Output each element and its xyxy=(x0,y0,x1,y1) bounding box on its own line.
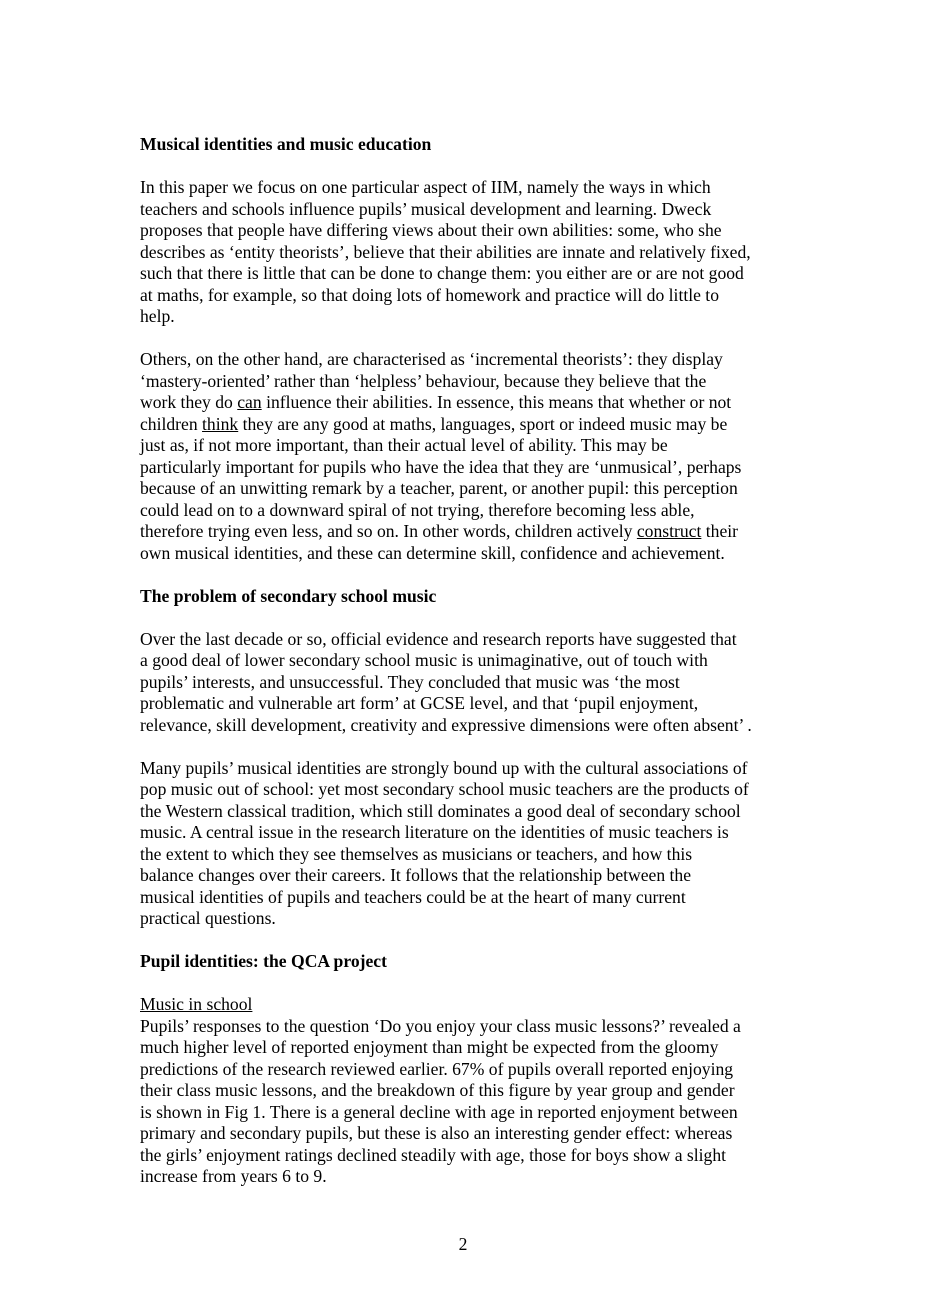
text-line xyxy=(140,457,752,479)
text-segment: help. xyxy=(140,306,175,326)
text-line xyxy=(140,1166,752,1188)
text-segment: predictions of the research reviewed earlier. 67% of pupils overall reported enjoying xyxy=(140,1058,734,1079)
text-line xyxy=(140,887,752,909)
text-line xyxy=(140,693,752,715)
paragraph xyxy=(140,349,752,564)
text-line xyxy=(140,134,752,156)
text-segment: could lead on to a downward spiral of not trying, therefore becoming less able, xyxy=(140,499,695,520)
text-line xyxy=(140,1016,752,1038)
text-segment: they are any good at maths, languages, sport or indeed music may be xyxy=(238,413,728,434)
text-segment: balance changes over their careers. It follows that the relationship between the xyxy=(140,865,692,885)
text-segment: own musical identities, and these can determine skill, confidence and achievement. xyxy=(140,542,725,563)
text-segment: increase from years 6 to 9. xyxy=(140,1166,327,1186)
text-segment: a good deal of lower secondary school music is unimaginative, out of touch with xyxy=(140,650,708,670)
text-segment: just as, if not more important, than their actual level of ability. This may be xyxy=(140,435,668,455)
text-line xyxy=(140,306,752,328)
text-line xyxy=(140,1102,752,1124)
text-segment: practical questions. xyxy=(140,908,276,928)
text-line xyxy=(140,199,752,221)
text-segment: children xyxy=(140,413,203,434)
text-line xyxy=(140,650,752,672)
text-segment: particularly important for pupils who have the idea that they are ‘unmusical’, perhaps xyxy=(140,456,742,477)
text-segment: In this paper we focus on one particular aspect of IIM, namely the ways in which xyxy=(140,177,711,197)
text-line xyxy=(140,801,752,823)
text-line xyxy=(140,715,752,737)
text-line xyxy=(140,908,752,930)
paragraph-spacer xyxy=(140,156,752,178)
text-line xyxy=(140,1037,752,1059)
text-segment: influence their abilities. In essence, this means that whether or not xyxy=(261,392,732,412)
text-line xyxy=(140,371,752,393)
text-line xyxy=(140,1145,752,1167)
text-segment: much higher level of reported enjoyment than might be expected from the gloomy xyxy=(140,1037,719,1057)
paragraph xyxy=(140,758,752,930)
paragraph xyxy=(140,177,752,328)
text-line xyxy=(140,242,752,264)
text-segment: the Western classical tradition, which still dominates a good deal of secondary school xyxy=(140,800,741,821)
text-segment: Musical identities and music education xyxy=(140,134,432,154)
text-line xyxy=(140,586,752,608)
text-line xyxy=(140,779,752,801)
text-line xyxy=(140,263,752,285)
text-line xyxy=(140,994,752,1016)
text-line xyxy=(140,844,752,866)
text-line xyxy=(140,414,752,436)
text-line xyxy=(140,543,752,565)
text-line xyxy=(140,865,752,887)
text-segment: Pupil identities: the QCA project xyxy=(140,951,387,971)
text-line xyxy=(140,1059,752,1081)
text-line xyxy=(140,349,752,371)
text-segment: Pupils’ responses to the question ‘Do you enjoy your class music lessons?’ revealed a xyxy=(140,1015,741,1036)
underlined-text: construct xyxy=(636,521,702,541)
text-segment: teachers and schools influence pupils’ musical development and learning. Dweck xyxy=(140,198,712,219)
text-line xyxy=(140,1123,752,1145)
paragraph xyxy=(140,629,752,737)
text-line xyxy=(140,951,752,973)
text-line xyxy=(140,521,752,543)
underlined-text: Music in school xyxy=(140,994,253,1014)
text-segment: because of an unwitting remark by a teacher, parent, or another pupil: this perception xyxy=(140,478,738,498)
paragraph xyxy=(140,994,752,1188)
text-segment: at maths, for example, so that doing lots of homework and practice will do little to xyxy=(140,284,719,305)
text-line xyxy=(140,672,752,694)
paragraph-spacer xyxy=(140,328,752,350)
underlined-text: can xyxy=(237,392,262,412)
text-segment: musical identities of pupils and teachers could be at the heart of many current xyxy=(140,886,686,907)
text-segment: Many pupils’ musical identities are strongly bound up with the cultural associations of xyxy=(140,757,748,778)
paragraph-spacer xyxy=(140,973,752,995)
text-segment: therefore trying even less, and so on. In other words, children actively xyxy=(140,521,637,541)
text-line xyxy=(140,285,752,307)
underlined-text: think xyxy=(202,413,239,434)
text-line xyxy=(140,392,752,414)
page-number: 2 xyxy=(458,1234,468,1254)
text-segment: pop music out of school: yet most secondary school music teachers are the products of xyxy=(140,779,749,799)
text-segment: The problem of secondary school music xyxy=(140,585,437,606)
document-body xyxy=(140,134,752,1188)
paragraph-spacer xyxy=(140,930,752,952)
text-segment: work they do xyxy=(140,392,238,412)
text-segment: their xyxy=(701,521,739,541)
section-heading xyxy=(140,586,752,608)
text-segment: problematic and vulnerable art form’ at GCSE level, and that ‘pupil enjoyment, xyxy=(140,693,699,713)
text-segment: the girls’ enjoyment ratings declined steadily with age, those for boys show a slight xyxy=(140,1144,727,1165)
text-line xyxy=(140,629,752,651)
text-segment: Over the last decade or so, official evidence and research reports have suggested that xyxy=(140,628,737,649)
text-segment: Others, on the other hand, are characterised as ‘incremental theorists’: they display xyxy=(140,349,723,369)
text-segment: such that there is little that can be done to change them: you either are or are not good xyxy=(140,263,744,283)
text-segment: ‘mastery-oriented’ rather than ‘helpless’ behaviour, because they believe that the xyxy=(140,370,707,391)
text-line xyxy=(140,758,752,780)
text-line xyxy=(140,435,752,457)
text-line xyxy=(140,220,752,242)
text-segment: is shown in Fig 1. There is a general decline with age in reported enjoyment between xyxy=(140,1101,738,1122)
text-segment: music. A central issue in the research literature on the identities of music teachers is xyxy=(140,822,729,842)
section-heading xyxy=(140,951,752,973)
text-segment: relevance, skill development, creativity and expressive dimensions were often absent’ . xyxy=(140,714,752,735)
text-segment: the extent to which they see themselves as musicians or teachers, and how this xyxy=(140,843,693,864)
text-line xyxy=(140,177,752,199)
text-line xyxy=(140,1080,752,1102)
text-segment: their class music lessons, and the breakdown of this figure by year group and gender xyxy=(140,1080,735,1100)
paragraph-spacer xyxy=(140,736,752,758)
paragraph-spacer xyxy=(140,564,752,586)
text-segment: describes as ‘entity theorists’, believe that their abilities are innate and relatively fixed, xyxy=(140,241,751,262)
text-segment: primary and secondary pupils, but these is also an interesting gender effect: whereas xyxy=(140,1123,733,1143)
section-heading xyxy=(140,134,752,156)
text-segment: pupils’ interests, and unsuccessful. They concluded that music was ‘the most xyxy=(140,671,680,692)
text-line xyxy=(140,478,752,500)
text-line xyxy=(140,500,752,522)
text-line xyxy=(140,822,752,844)
paragraph-spacer xyxy=(140,607,752,629)
text-segment: proposes that people have differing views about their own abilities: some, who she xyxy=(140,220,722,240)
